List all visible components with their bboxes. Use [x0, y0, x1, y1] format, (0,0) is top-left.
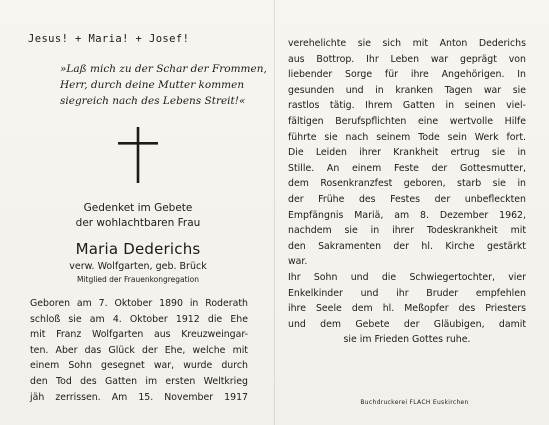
bio-line: Empfängnis Mariä, am 8. Dezember 1962,	[288, 209, 526, 221]
cross-icon	[118, 127, 158, 183]
printer-credit: Buchdruckerei FLACH Euskirchen	[360, 399, 469, 406]
bio-line: ihre Seele dem hl. Meßopfer des Priesters	[288, 303, 526, 315]
bio-line: Enkelkinder und ihr Bruder empfehlen	[288, 287, 526, 299]
salutation: Jesus! + Maria! + Josef!	[28, 33, 190, 45]
biography-left	[30, 296, 248, 405]
bio-line: fältigen Berufspflichten eine wertvolle Hilfe	[288, 115, 526, 127]
bio-line: verehelichte sie sich mit Anton Dederichs	[288, 38, 526, 49]
biography-right	[288, 36, 526, 348]
card-fold	[274, 0, 275, 425]
left-panel	[0, 0, 274, 425]
bio-line: führte sie nach seinem Tode sein Werk fort.	[288, 131, 526, 143]
bio-line: den Sakramenten der hl. Kirche gestärkt	[288, 240, 526, 252]
commemoration-line: Gedenket im Gebete	[83, 202, 193, 214]
bio-line: einem Sohn gesegnet war, wurde durch	[30, 360, 248, 372]
bio-line: Die Leiden ihrer Krankheit ertrug sie in	[288, 147, 526, 159]
bio-line: aus Bottrop. Ihr Leben war geprägt von	[288, 53, 526, 65]
right-panel	[280, 0, 549, 425]
bio-line: sie im Frieden Gottes ruhe.	[343, 334, 471, 346]
commemoration-line: der wohlachtbaren Frau	[75, 217, 201, 229]
bio-line: liebender Sorge für ihre Angehörigen. In	[288, 69, 526, 81]
bio-line: Ihr Sohn und die Schwiegertochter, vier	[288, 271, 526, 283]
bio-line: war.	[288, 256, 308, 268]
commemoration	[20, 201, 256, 231]
bio-line: ten. Aber das Glück der Ehe, welche mit	[30, 344, 248, 356]
bio-line: Geboren am 7. Oktober 1890 in Roderath	[30, 298, 248, 309]
maiden-name: verw. Wolfgarten, geb. Brück	[69, 261, 207, 272]
deceased-name: Maria Dederichs	[75, 240, 201, 258]
prayer-quote	[60, 61, 267, 109]
bio-line: schloß sie am 4. Oktober 1912 die Ehe	[30, 313, 248, 325]
bio-line: gesunden und in kranken Tagen war sie	[288, 84, 526, 96]
bio-line: nachdem sie in ihrer Todeskrankheit mit	[288, 225, 526, 237]
quote-line: Herr, durch deine Mutter kommen	[60, 79, 245, 91]
quote-line: siegreich nach des Lebens Streit!«	[60, 95, 246, 107]
bio-line: rastlos tätig. Ihrem Gatten in seinen viel-	[288, 100, 526, 112]
bio-line: jäh zerrissen. Am 15. November 1917	[30, 391, 248, 403]
bio-line: mit Franz Wolfgarten aus Kreuzweingar-	[30, 329, 248, 341]
quote-line: »Laß mich zu der Schar der Frommen,	[60, 63, 267, 75]
bio-line: Stille. An einem Feste der Gottesmutter,	[288, 162, 526, 174]
bio-line: dem Rosenkranzfest geboren, starb sie in	[288, 178, 526, 190]
membership-note: Mitglied der Frauenkongregation	[76, 275, 200, 284]
bio-line: und dem Gebete der Gläubigen, damit	[288, 318, 526, 330]
bio-line: der Frühe des Festes der unbefleckten	[288, 193, 526, 205]
bio-line: den Tod des Gatten im ersten Weltkrieg	[30, 375, 248, 387]
